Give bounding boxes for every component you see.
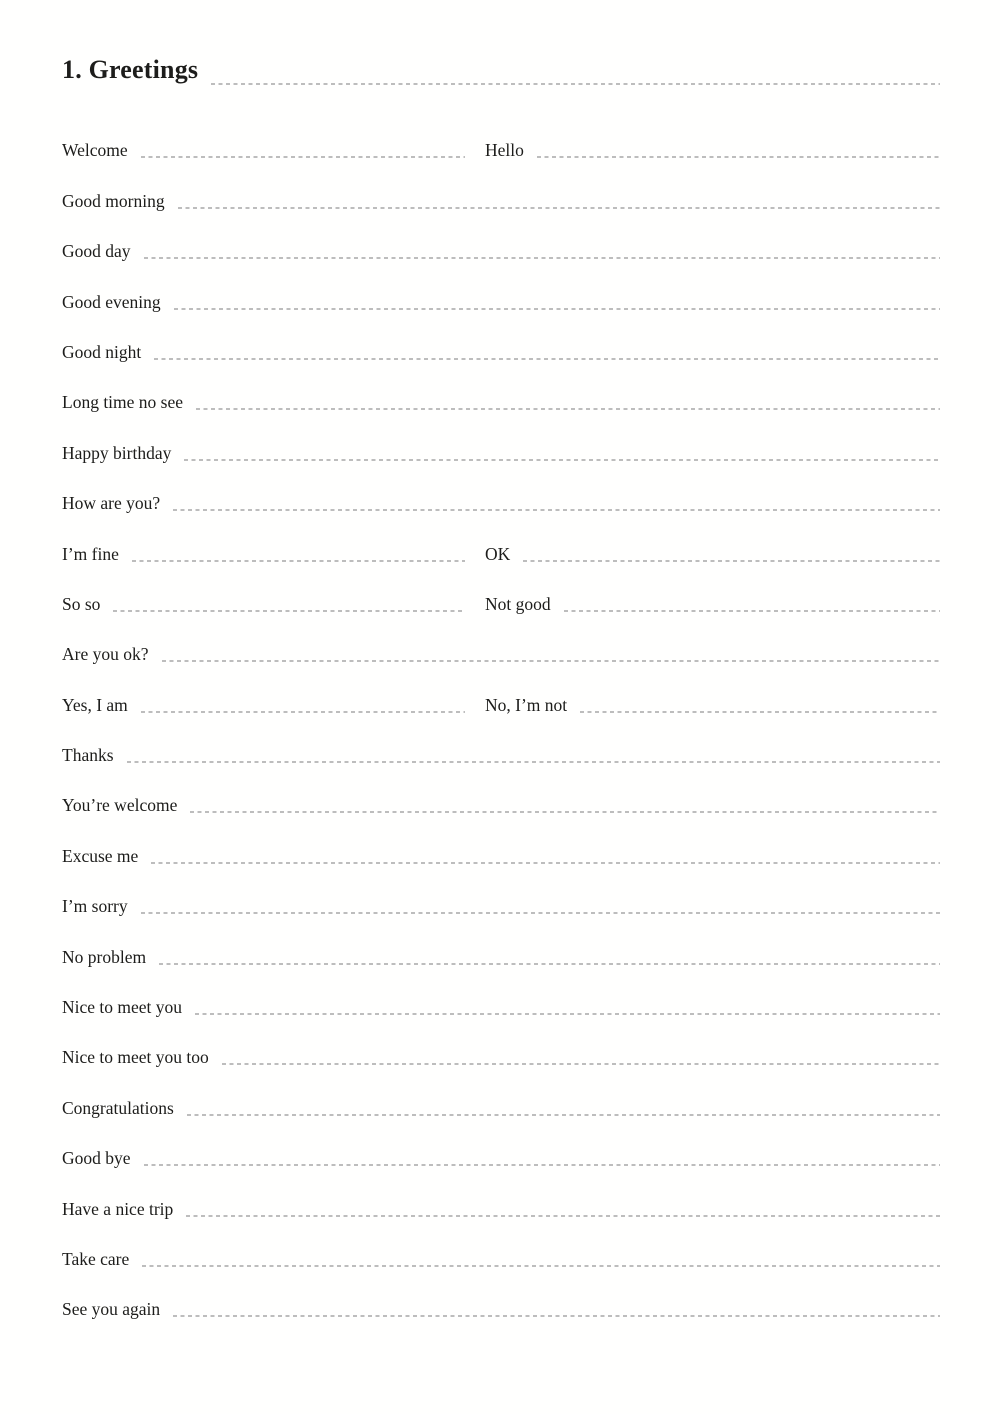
phrase-row bbox=[62, 1080, 940, 1130]
phrase-cell bbox=[62, 644, 940, 677]
phrase-cell bbox=[62, 392, 940, 425]
phrase-label: Have a nice trip bbox=[62, 1198, 174, 1219]
phrase-row bbox=[62, 1282, 940, 1332]
phrase-label: Yes, I am bbox=[62, 694, 128, 715]
phrase-cell bbox=[62, 1047, 940, 1080]
phrase-label: Long time no see bbox=[62, 392, 184, 413]
phrase-label: Good evening bbox=[62, 291, 161, 312]
page-title: 1. Greetings bbox=[62, 55, 199, 84]
phrase-cell bbox=[62, 997, 940, 1030]
phrase-row bbox=[62, 1232, 940, 1282]
phrase-label: OK bbox=[485, 543, 511, 564]
answer-dotted-line bbox=[144, 1164, 940, 1166]
answer-dotted-line bbox=[173, 1315, 940, 1317]
phrase-label: Nice to meet you too bbox=[62, 1047, 209, 1068]
answer-dotted-line bbox=[173, 509, 940, 511]
phrase-row bbox=[62, 425, 940, 475]
phrase-cell bbox=[62, 846, 940, 879]
answer-dotted-line bbox=[580, 711, 940, 713]
phrase-row bbox=[62, 627, 940, 677]
phrase-row bbox=[62, 677, 940, 727]
phrase-cell bbox=[62, 241, 940, 274]
answer-dotted-line bbox=[186, 1215, 940, 1217]
answer-dotted-line bbox=[174, 308, 940, 310]
answer-dotted-line bbox=[113, 610, 465, 612]
phrase-label: No problem bbox=[62, 946, 147, 967]
phrase-label: Good bye bbox=[62, 1148, 131, 1169]
phrase-cell bbox=[62, 896, 940, 929]
phrase-label: Hello bbox=[485, 140, 524, 161]
phrase-label: You’re welcome bbox=[62, 795, 178, 816]
phrase-cell bbox=[62, 544, 465, 577]
phrase-label: I’m fine bbox=[62, 543, 119, 564]
phrase-label: Thanks bbox=[62, 745, 114, 766]
phrase-row bbox=[62, 879, 940, 929]
phrase-cell bbox=[62, 1249, 940, 1282]
phrase-cell bbox=[62, 594, 465, 627]
phrase-row bbox=[62, 828, 940, 878]
phrase-cell bbox=[485, 594, 940, 627]
phrase-label: Are you ok? bbox=[62, 644, 149, 665]
phrase-row bbox=[62, 980, 940, 1030]
phrase-label: So so bbox=[62, 593, 101, 614]
answer-dotted-line bbox=[564, 610, 940, 612]
answer-dotted-line bbox=[141, 156, 465, 158]
phrase-label: How are you? bbox=[62, 493, 161, 514]
answer-dotted-line bbox=[151, 862, 940, 864]
phrase-row bbox=[62, 476, 940, 526]
answer-dotted-line bbox=[141, 912, 940, 914]
answer-dotted-line bbox=[222, 1063, 940, 1065]
phrase-row bbox=[62, 728, 940, 778]
answer-dotted-line bbox=[159, 963, 940, 965]
phrase-label: Happy birthday bbox=[62, 442, 172, 463]
answer-dotted-line bbox=[187, 1114, 940, 1116]
answer-dotted-line bbox=[196, 408, 940, 410]
phrase-cell bbox=[485, 544, 940, 577]
phrase-label: See you again bbox=[62, 1299, 161, 1320]
phrase-label: Congratulations bbox=[62, 1097, 174, 1118]
phrase-label: No, I’m not bbox=[485, 694, 568, 715]
phrase-row bbox=[62, 173, 940, 223]
phrase-cell bbox=[62, 795, 940, 828]
phrase-cell bbox=[62, 947, 940, 980]
phrase-row bbox=[62, 224, 940, 274]
phrase-row bbox=[62, 325, 940, 375]
answer-dotted-line bbox=[178, 207, 940, 209]
section-header bbox=[62, 54, 940, 86]
phrase-label: Good day bbox=[62, 241, 131, 262]
phrase-label: Excuse me bbox=[62, 845, 139, 866]
answer-dotted-line bbox=[523, 560, 940, 562]
answer-dotted-line bbox=[127, 761, 940, 763]
answer-dotted-line bbox=[142, 1265, 940, 1267]
title-dotted-line bbox=[211, 83, 940, 85]
phrase-row bbox=[62, 929, 940, 979]
phrase-cell bbox=[62, 1299, 940, 1332]
phrase-list bbox=[62, 123, 940, 1332]
phrase-cell bbox=[62, 695, 465, 728]
phrase-row bbox=[62, 375, 940, 425]
phrase-cell bbox=[62, 140, 465, 173]
phrase-row bbox=[62, 577, 940, 627]
answer-dotted-line bbox=[195, 1013, 940, 1015]
phrase-cell bbox=[62, 1148, 940, 1181]
phrase-row bbox=[62, 1181, 940, 1231]
phrase-cell bbox=[62, 191, 940, 224]
phrase-cell bbox=[62, 1098, 940, 1131]
phrase-row bbox=[62, 778, 940, 828]
answer-dotted-line bbox=[141, 711, 465, 713]
phrase-row bbox=[62, 1131, 940, 1181]
phrase-label: Good night bbox=[62, 341, 142, 362]
answer-dotted-line bbox=[132, 560, 465, 562]
phrase-cell bbox=[485, 695, 940, 728]
answer-dotted-line bbox=[184, 459, 940, 461]
answer-dotted-line bbox=[537, 156, 940, 158]
phrase-cell bbox=[62, 493, 940, 526]
phrase-cell bbox=[62, 1199, 940, 1232]
phrase-cell bbox=[485, 140, 940, 173]
phrase-cell bbox=[62, 292, 940, 325]
phrase-label: I’m sorry bbox=[62, 896, 128, 917]
phrase-cell bbox=[62, 745, 940, 778]
phrase-row bbox=[62, 274, 940, 324]
phrase-label: Nice to meet you bbox=[62, 997, 183, 1018]
phrase-label: Welcome bbox=[62, 140, 128, 161]
phrase-label: Not good bbox=[485, 593, 551, 614]
phrase-cell bbox=[62, 443, 940, 476]
phrase-label: Good morning bbox=[62, 190, 165, 211]
answer-dotted-line bbox=[154, 358, 940, 360]
answer-dotted-line bbox=[162, 660, 940, 662]
phrase-row bbox=[62, 123, 940, 173]
answer-dotted-line bbox=[144, 257, 940, 259]
answer-dotted-line bbox=[190, 811, 940, 813]
phrase-label: Take care bbox=[62, 1248, 130, 1269]
phrase-cell bbox=[62, 342, 940, 375]
phrase-row bbox=[62, 1030, 940, 1080]
phrase-row bbox=[62, 526, 940, 576]
